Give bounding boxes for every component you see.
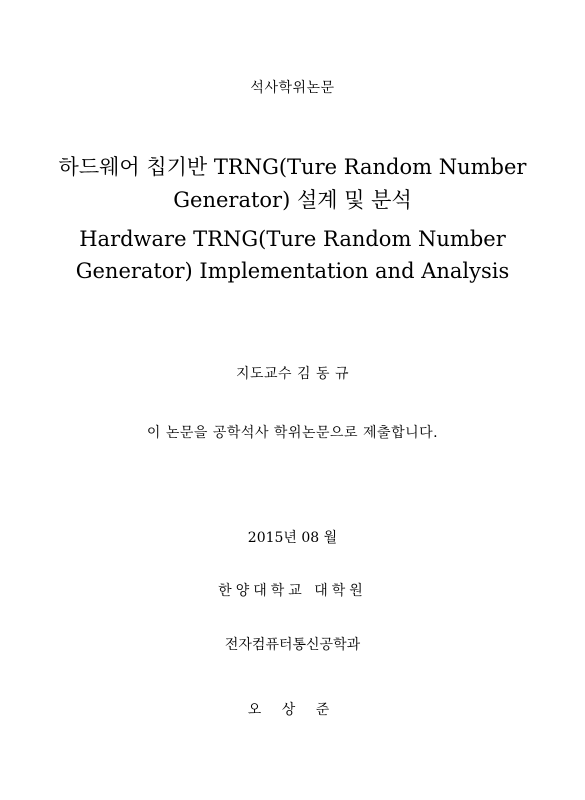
submission-statement: 이 논문을 공학석사 학위논문으로 제출합니다. xyxy=(146,425,439,441)
advisor-line: 지도교수 김 동 규 xyxy=(235,366,350,382)
korean-title-line-2: Generator) 설계 및 분석 xyxy=(173,188,412,212)
author-name: 오 상 준 xyxy=(247,702,338,718)
department-name: 전자컴퓨터통신공학과 xyxy=(224,637,361,653)
english-title-line-1: Hardware TRNG(Ture Random Number xyxy=(79,227,506,251)
english-title-line-2: Generator) Implementation and Analysis xyxy=(75,259,510,283)
university-name: 한양대학교 대학원 xyxy=(218,583,367,599)
korean-title-line-1: 하드웨어 칩기반 TRNG(Ture Random Number xyxy=(58,155,527,179)
submission-date: 2015년 08 월 xyxy=(247,530,338,546)
degree-label: 석사학위논문 xyxy=(250,80,335,96)
